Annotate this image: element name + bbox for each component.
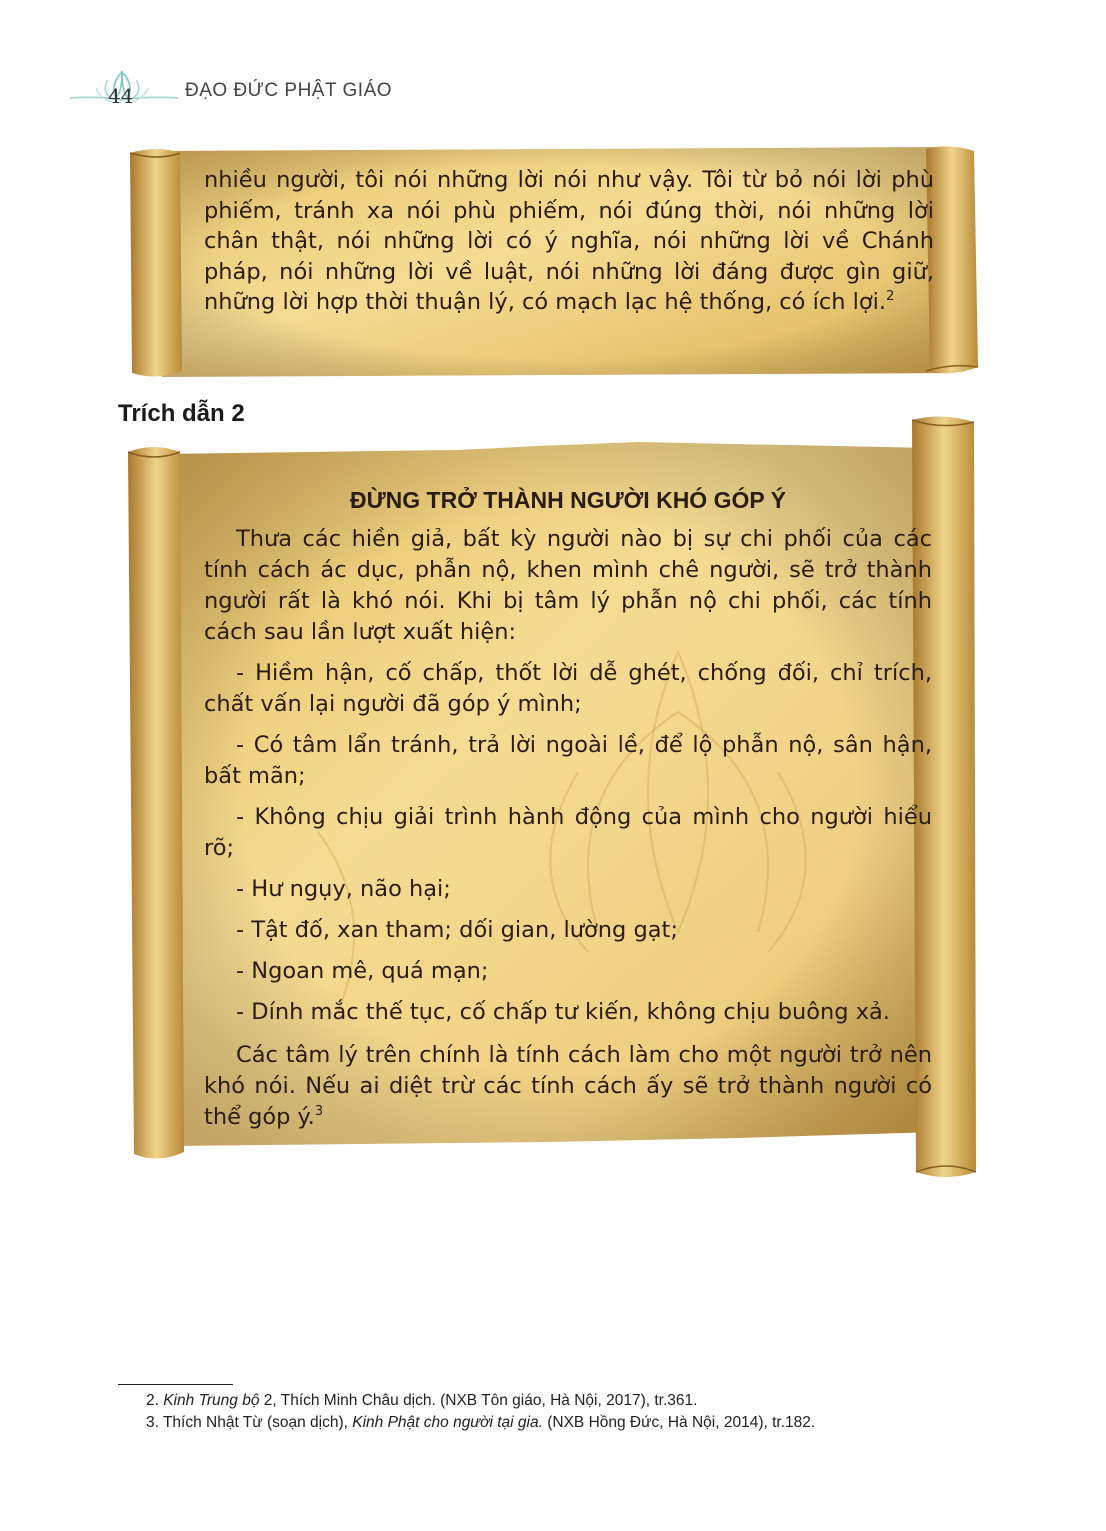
quote-scroll-2 bbox=[118, 412, 990, 1177]
quote-1-text bbox=[204, 165, 934, 318]
quote-conclusion bbox=[204, 1040, 932, 1133]
footnote-2 bbox=[146, 1390, 1046, 1412]
footnote-ref-2[interactable]: 2 bbox=[886, 289, 895, 304]
list-item: - Hư ngụy, não hại; bbox=[236, 876, 451, 902]
footnote-author: Thích Nhật Từ (soạn dịch), bbox=[158, 1414, 353, 1431]
footnotes bbox=[146, 1390, 1046, 1434]
footnote-number: 2. bbox=[146, 1392, 159, 1409]
footnote-citation: (NXB Hồng Đức, Hà Nội, 2014), tr.182. bbox=[542, 1414, 816, 1431]
quote-1-body: nhiều người, tôi nói những lời nói như vậy. Tôi từ bỏ nói lời phù phiếm, tránh xa nói phù phiếm, nói đúng thời, nói những lời chân thật, nói những lời có ý nghĩa, nói những lời về Chánh pháp, nói những lời về luật, nói những lời đáng được gìn giữ, những lời hợp thời thuận lý, có mạch lạc hệ thống, có ích lợi. bbox=[204, 167, 934, 315]
book-title: ĐẠO ĐỨC PHẬT GIÁO bbox=[185, 80, 393, 101]
section-label: Trích dẫn 2 bbox=[118, 400, 245, 427]
quote-intro: Thưa các hiền giả, bất kỳ người nào bị sự chi phối của các tính cách ác dục, phẫn nộ, khen mình chê người, sẽ trở thành người rất là khó nói. Khi bị tâm lý phẫn nộ chi phối, các tính cách sau lần lượt xuất hiện: bbox=[204, 526, 932, 645]
footnote-divider bbox=[118, 1384, 233, 1385]
footnote-number: 3. bbox=[146, 1414, 159, 1431]
page-header bbox=[70, 62, 490, 112]
footnote-ref-3[interactable]: 3 bbox=[314, 1104, 324, 1119]
quote-title: ĐỪNG TRỞ THÀNH NGƯỜI KHÓ GÓP Ý bbox=[349, 487, 787, 513]
quote-conclusion-text: Các tâm lý trên chính là tính cách làm cho một người trở nên khó nói. Nếu ai diệt trừ các tính cách ấy sẽ trở thành người có thể góp ý. bbox=[204, 1042, 932, 1130]
footnote-3 bbox=[146, 1412, 1046, 1434]
footnote-title: Kinh Phật cho người tại gia. bbox=[352, 1414, 543, 1431]
list-item: - Có tâm lẩn tránh, trả lời ngoài lề, để lộ phẫn nộ, sân hận, bất mãn; bbox=[204, 732, 932, 789]
list-item: - Dính mắc thế tục, cố chấp tư kiến, không chịu buông xả. bbox=[236, 999, 890, 1025]
footnote-citation: 2, Thích Minh Châu dịch. (NXB Tôn giáo, Hà Nội, 2017), tr.361. bbox=[259, 1392, 698, 1409]
list-item: - Tật đố, xan tham; dối gian, lường gạt; bbox=[236, 917, 678, 943]
list-item: - Ngoan mê, quá mạn; bbox=[236, 958, 489, 984]
quote-2-text bbox=[204, 485, 932, 1133]
quote-scroll-1 bbox=[118, 145, 988, 380]
footnote-title: Kinh Trung bộ bbox=[163, 1392, 260, 1409]
page-number: 44 bbox=[108, 84, 134, 108]
list-item: - Không chịu giải trình hành động của mình cho người hiểu rõ; bbox=[204, 804, 932, 861]
list-item: - Hiềm hận, cố chấp, thốt lời dễ ghét, chống đối, chỉ trích, chất vấn lại người đã góp ý mình; bbox=[204, 660, 932, 717]
